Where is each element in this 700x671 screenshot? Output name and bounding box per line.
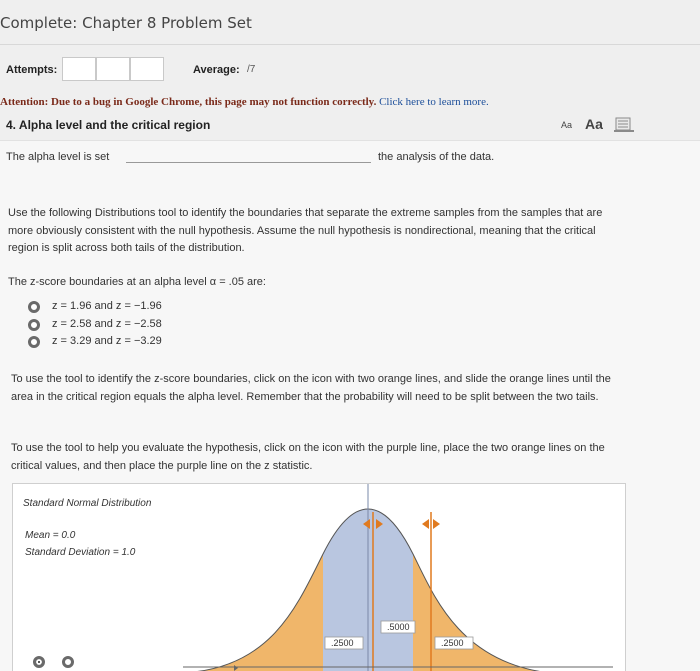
radio-button[interactable] bbox=[28, 319, 40, 331]
average-value: /7 bbox=[247, 64, 256, 75]
option-label: z = 1.96 and z = −1.96 bbox=[52, 300, 162, 312]
attempts-row bbox=[0, 56, 700, 84]
option-label: z = 3.29 and z = −3.29 bbox=[52, 335, 162, 347]
attempt-box-2 bbox=[96, 57, 130, 81]
tool-instructions-2: To use the tool to help you evaluate the hypothesis, click on the icon with the purple line, place the two orange lines on the critical values, and then place the purple line on the z statistic. bbox=[11, 442, 605, 472]
attention-text: Attention: Due to a bug in Google Chrome, this page may not function correctly. bbox=[0, 96, 377, 108]
right-tail-area bbox=[413, 554, 543, 671]
page-title: Complete: Chapter 8 Problem Set bbox=[0, 14, 252, 32]
sd-label: Standard Deviation = 1.0 bbox=[25, 547, 136, 558]
distribution-plot bbox=[13, 484, 626, 671]
right-tail-area-label: .2500 bbox=[441, 638, 464, 648]
attempt-box-3 bbox=[130, 57, 164, 81]
left-tail-area bbox=[193, 554, 323, 671]
book-icon[interactable] bbox=[613, 117, 635, 133]
alpha-sentence-start: The alpha level is set bbox=[6, 151, 110, 163]
font-size-large-button[interactable]: Aa bbox=[585, 116, 603, 132]
instructions-text: Use the following Distributions tool to identify the boundaries that separate the extreme samples from the samples that are more obviously consistent with the null hypothesis. Assume the null hypothesis is nondirectional, meaning that the critical region is split across both tails of the distribution. bbox=[8, 207, 603, 254]
chrome-bug-notice bbox=[0, 96, 489, 108]
tool-mode-purple-line-radio[interactable] bbox=[62, 656, 74, 668]
tool-mode-orange-lines-radio[interactable] bbox=[33, 656, 45, 668]
question-title: 4. Alpha level and the critical region bbox=[6, 118, 211, 132]
distribution-tool[interactable] bbox=[12, 483, 626, 671]
attempt-box-1 bbox=[62, 57, 96, 81]
alpha-sentence-end: the analysis of the data. bbox=[378, 151, 495, 163]
learn-more-link[interactable]: Click here to learn more. bbox=[379, 96, 489, 108]
radio-button[interactable] bbox=[28, 301, 40, 313]
zscore-prompt: The z-score boundaries at an alpha level α = .05 are: bbox=[8, 276, 266, 288]
left-tail-area-label: .2500 bbox=[331, 638, 354, 648]
alpha-level-dropdown[interactable] bbox=[126, 162, 371, 163]
tool-title: Standard Normal Distribution bbox=[23, 498, 152, 509]
mean-label: Mean = 0.0 bbox=[25, 530, 76, 541]
option-label: z = 2.58 and z = −2.58 bbox=[52, 318, 162, 330]
center-area-label: .5000 bbox=[387, 622, 410, 632]
attempts-label: Attempts: bbox=[6, 64, 58, 76]
question-header bbox=[0, 108, 700, 140]
font-size-small-button[interactable]: Aa bbox=[561, 120, 573, 130]
average-label: Average: bbox=[193, 64, 240, 76]
title-divider bbox=[0, 44, 700, 45]
radio-button[interactable] bbox=[28, 336, 40, 348]
tool-instructions-1: To use the tool to identify the z-score boundaries, click on the icon with two orange lines, and slide the orange lines until the area in the critical region equals the alpha level. Remember that the probability will need to be split between the two tails. bbox=[11, 373, 611, 403]
